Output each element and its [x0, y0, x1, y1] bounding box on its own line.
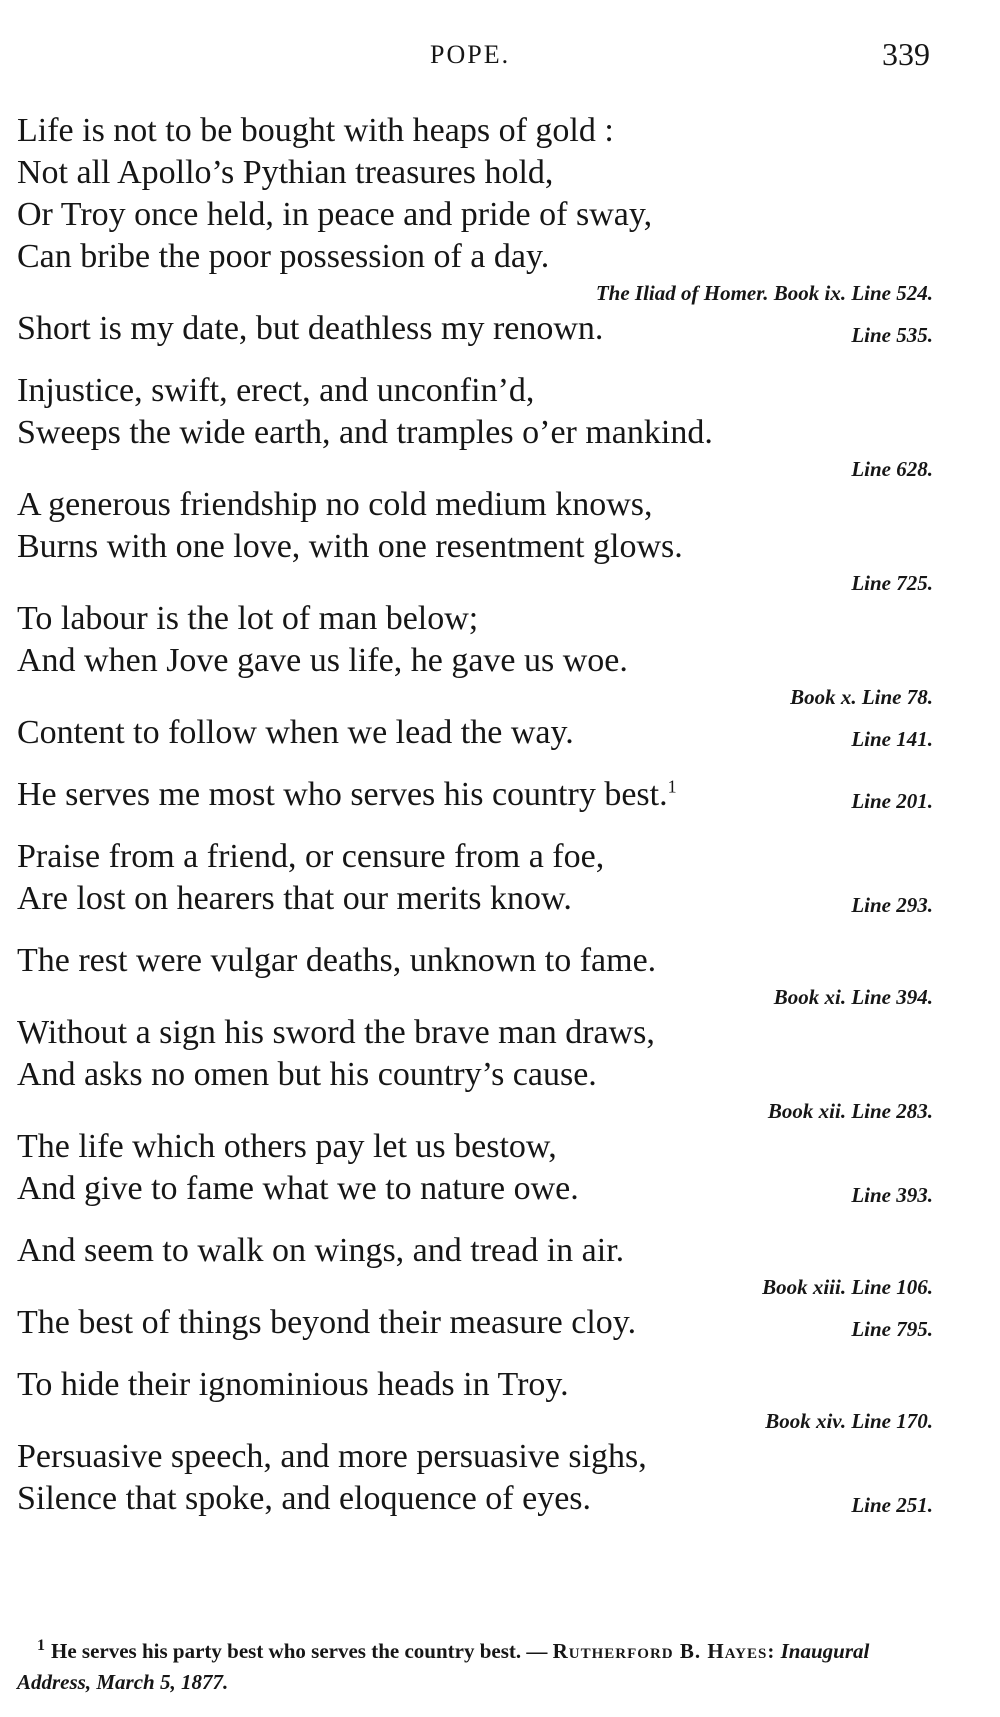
- quote-line: [17, 774, 933, 816]
- footnote-author: Rutherford B. Hayes:: [552, 1639, 776, 1663]
- footnote-text: He serves his party best who serves the country best. —: [51, 1639, 548, 1663]
- quote-4: [17, 484, 933, 598]
- quote-line: Can bribe the poor possession of a day.: [17, 238, 550, 275]
- citation: Line 393.: [851, 1183, 933, 1207]
- quote-7: [17, 774, 933, 816]
- citation: Line 201.: [851, 789, 933, 813]
- quote-line: Silence that spoke, and eloquence of eyes.: [17, 1480, 592, 1517]
- quote-line: To labour is the lot of man below;: [17, 600, 479, 637]
- quote-line: Content to follow when we lead the way.: [17, 714, 574, 751]
- quote-line: Are lost on hearers that our merits know.: [17, 880, 572, 917]
- quote-1: [17, 110, 933, 308]
- citation: Book xii. Line 283.: [767, 1099, 933, 1123]
- page-header: [0, 36, 1000, 76]
- citation: Line 141.: [851, 727, 933, 751]
- quote-line: Without a sign his sword the brave man draws,: [17, 1014, 655, 1051]
- quote-line: Burns with one love, with one resentment glows.: [17, 528, 683, 565]
- quote-2: [17, 308, 933, 350]
- quote-line: Not all Apollo’s Pythian treasures hold,: [17, 154, 554, 191]
- citation: Line 251.: [851, 1493, 933, 1517]
- quote-line: The best of things beyond their measure cloy.: [17, 1304, 637, 1341]
- quote-line: To hide their ignominious heads in Troy.: [17, 1366, 569, 1403]
- citation: Book xi. Line 394.: [773, 985, 933, 1009]
- quote-line: The rest were vulgar deaths, unknown to fame.: [17, 942, 657, 979]
- quote-14: [17, 1364, 933, 1436]
- quote-line: Injustice, swift, erect, and unconfin’d,: [17, 372, 535, 409]
- quote-11: [17, 1126, 933, 1210]
- quote-line: The life which others pay let us bestow,: [17, 1128, 557, 1165]
- quote-line: Sweeps the wide earth, and tramples o’er mankind.: [17, 414, 713, 451]
- quotation-list: [17, 110, 933, 1520]
- quote-line: Or Troy once held, in peace and pride of sway,: [17, 196, 653, 233]
- citation: Line 535.: [851, 323, 933, 347]
- citation: Book xiii. Line 106.: [762, 1275, 933, 1299]
- quote-line: Life is not to be bought with heaps of gold :: [17, 112, 614, 149]
- quote-line: Praise from a friend, or censure from a foe,: [17, 838, 605, 875]
- citation: Book x. Line 78.: [790, 685, 933, 709]
- citation: Line 725.: [851, 571, 933, 595]
- quote-13: [17, 1302, 933, 1344]
- footnote-mark: 1: [37, 1637, 45, 1654]
- quote-12: [17, 1230, 933, 1302]
- quote-6: [17, 712, 933, 754]
- citation: Line 293.: [851, 893, 933, 917]
- citation: Line 795.: [851, 1317, 933, 1341]
- quote-line: A generous friendship no cold medium knows,: [17, 486, 653, 523]
- quote-8: [17, 836, 933, 920]
- quote-5: [17, 598, 933, 712]
- quote-9: [17, 940, 933, 1012]
- footnote-source: Inaugural Address, March 5, 1877.: [17, 1639, 870, 1694]
- quote-15: [17, 1436, 933, 1520]
- quote-line: And asks no omen but his country’s cause.: [17, 1056, 597, 1093]
- quote-line: And give to fame what we to nature owe.: [17, 1170, 579, 1207]
- citation: The Iliad of Homer. Book ix. Line 524.: [595, 281, 933, 305]
- page-number: 339: [882, 36, 930, 72]
- citation: Line 628.: [851, 457, 933, 481]
- quote-line-text: He serves me most who serves his country best.: [17, 776, 668, 813]
- quote-line: Persuasive speech, and more persuasive sighs,: [17, 1438, 647, 1475]
- running-head: POPE.: [430, 40, 511, 69]
- footnote-reference[interactable]: 1: [667, 776, 677, 797]
- quote-line: And seem to walk on wings, and tread in air.: [17, 1232, 625, 1269]
- quote-line: And when Jove gave us life, he gave us woe.: [17, 642, 628, 679]
- citation: Book xiv. Line 170.: [765, 1409, 933, 1433]
- quote-3: [17, 370, 933, 484]
- quote-10: [17, 1012, 933, 1126]
- footnote: [17, 1630, 937, 1698]
- quote-line: Short is my date, but deathless my renown.: [17, 310, 604, 347]
